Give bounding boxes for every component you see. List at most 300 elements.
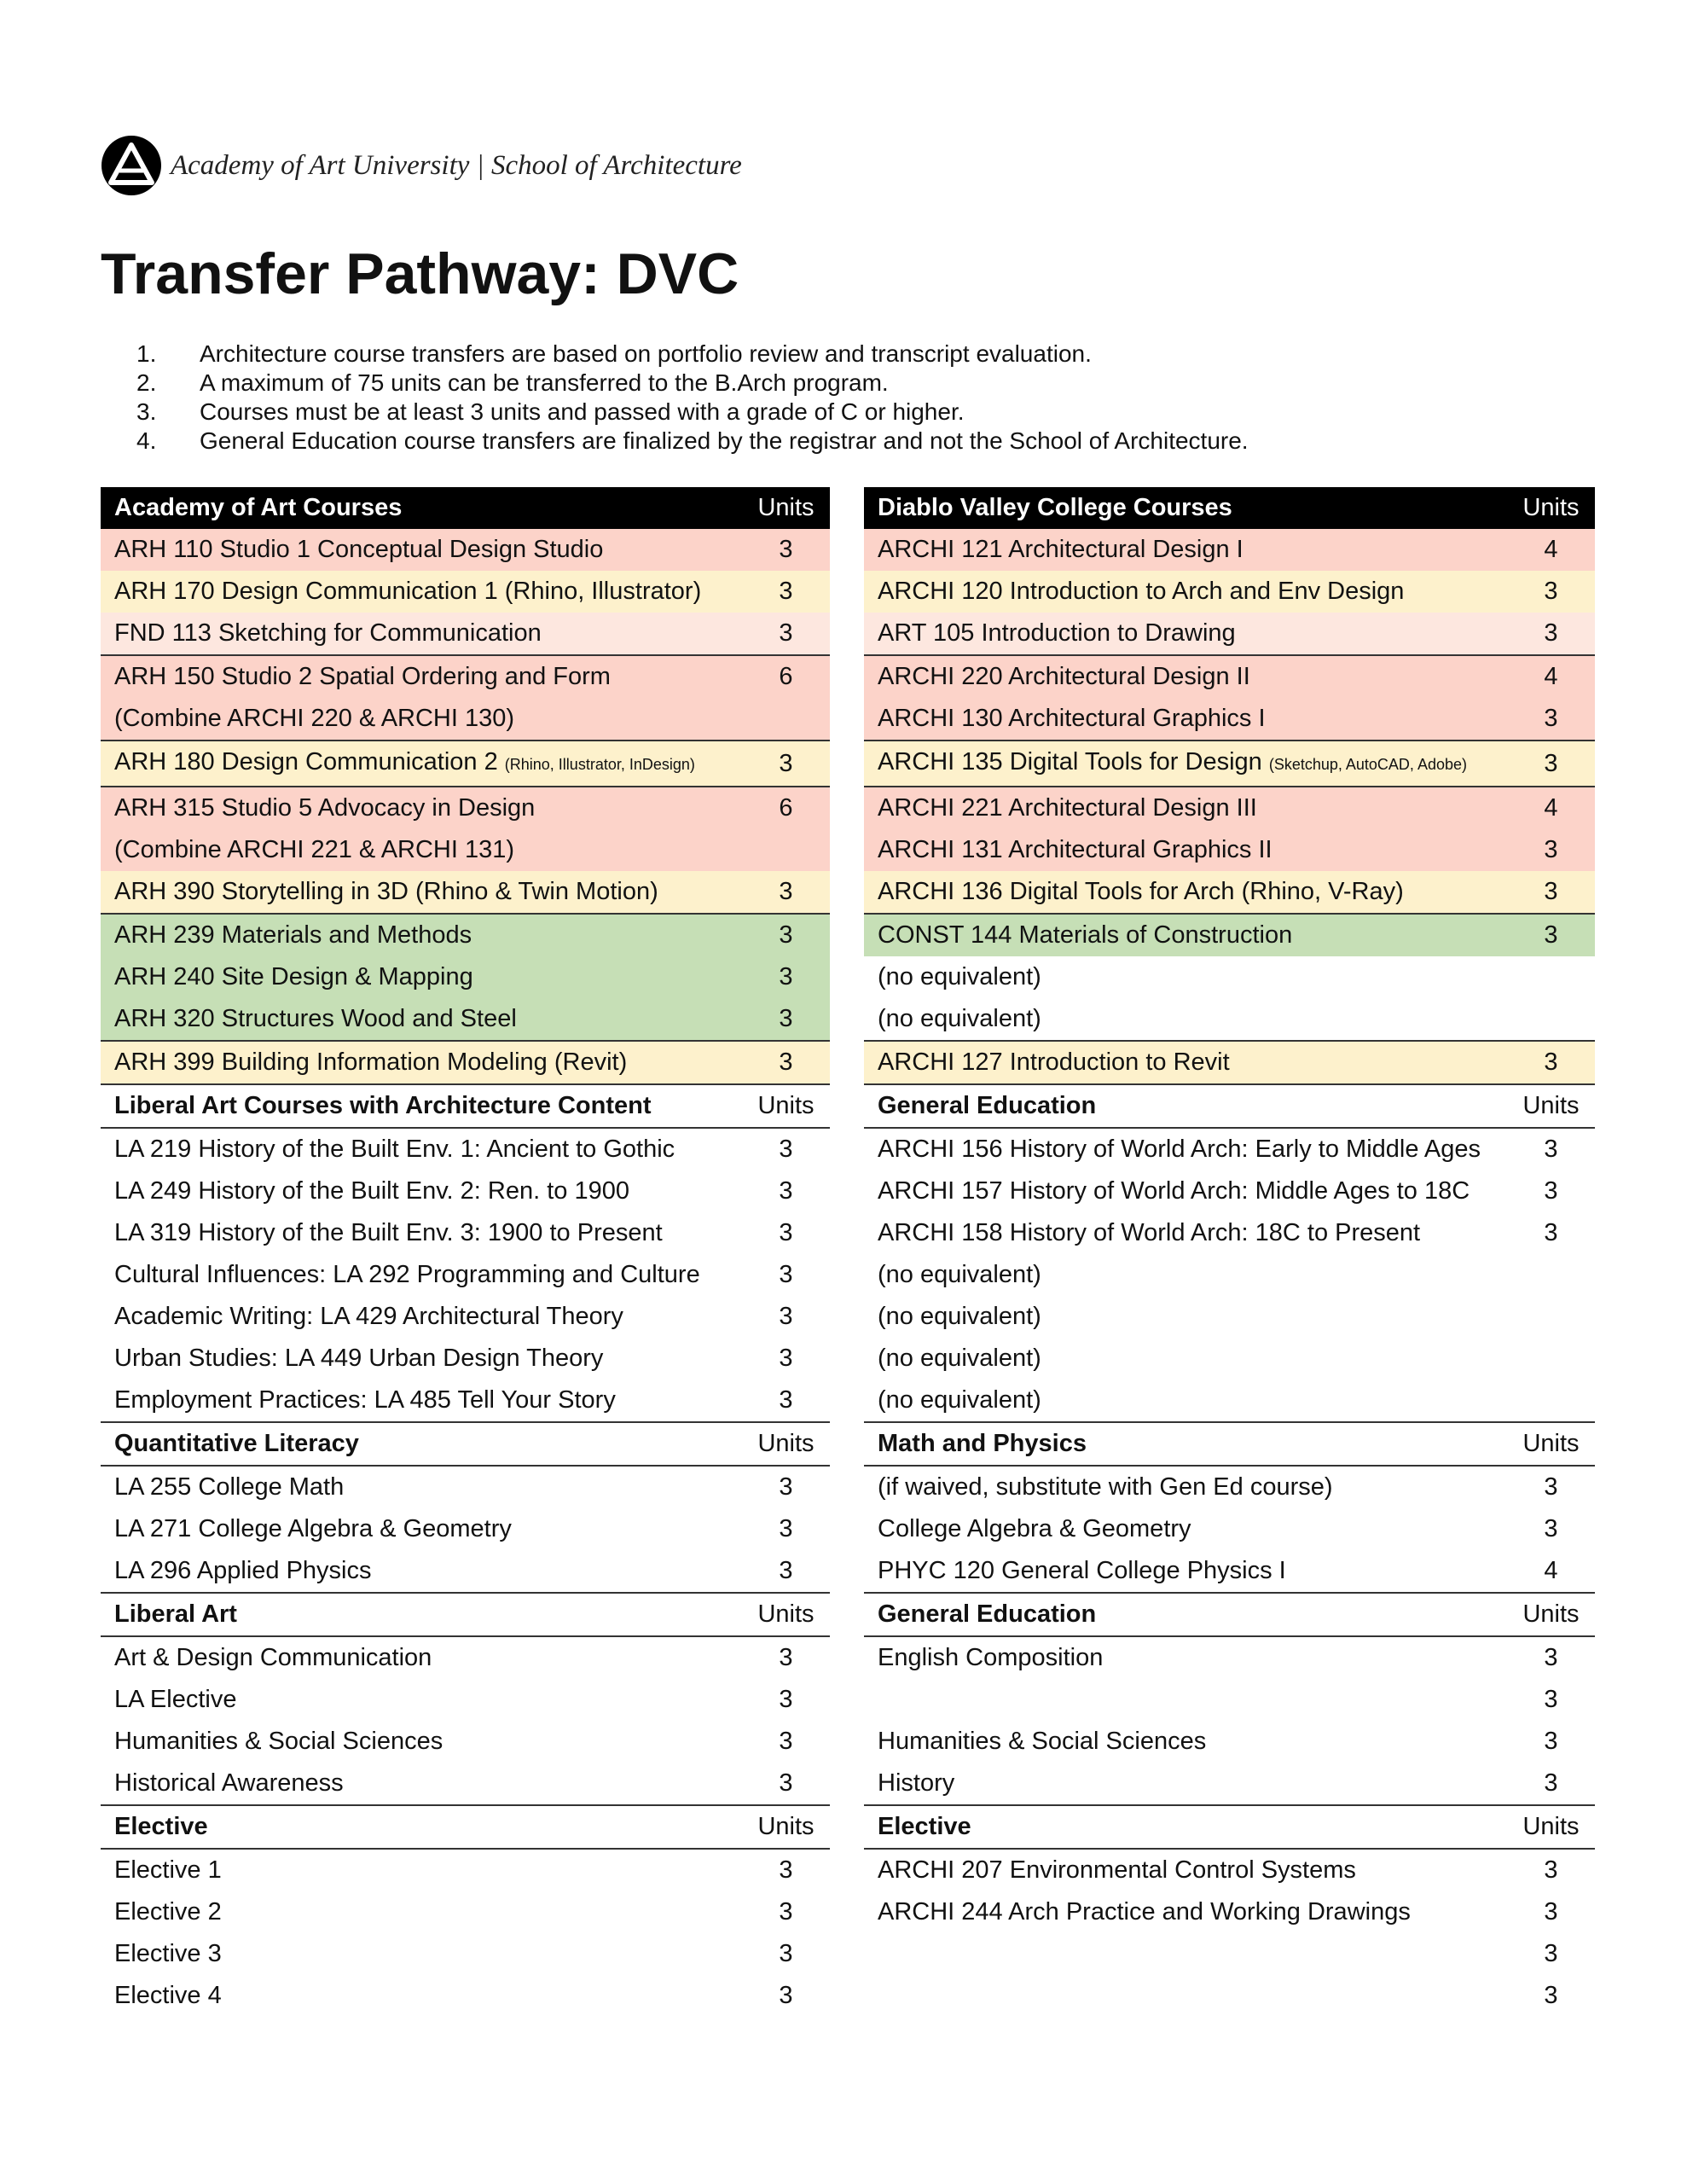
table-row bbox=[101, 529, 830, 571]
course-name: ARCHI 158 History of World Arch: 18C to Present bbox=[878, 1219, 1421, 1246]
course-name: LA 255 College Math bbox=[114, 1473, 345, 1501]
units-cell: 3 bbox=[779, 1473, 793, 1501]
course-name: ARH 320 Structures Wood and Steel bbox=[114, 1005, 517, 1032]
course-name-cell bbox=[101, 871, 742, 914]
course-name: (no equivalent) bbox=[878, 1386, 1041, 1414]
table-row bbox=[101, 1550, 830, 1593]
units-cell: 3 bbox=[779, 1515, 793, 1542]
course-name: Liberal Art Courses with Architecture Content bbox=[114, 1092, 652, 1119]
course-software-note: (Sketchup, AutoCAD, Adobe) bbox=[1268, 756, 1467, 773]
table-row bbox=[101, 829, 830, 871]
course-name: LA 271 College Algebra & Geometry bbox=[114, 1515, 512, 1542]
note-number: 1. bbox=[136, 340, 157, 367]
section-header-row bbox=[864, 1422, 1595, 1466]
course-name: ARCHI 131 Architectural Graphics II bbox=[878, 836, 1272, 863]
course-name-cell bbox=[864, 487, 1507, 529]
note-text: General Education course transfers are finalized by the registrar and not the School of Architecture. bbox=[200, 427, 1249, 454]
course-name: ARCHI 156 History of World Arch: Early to Middle Ages bbox=[878, 1136, 1481, 1163]
units-cell: 3 bbox=[779, 1345, 793, 1372]
table-row bbox=[101, 1380, 830, 1422]
notes-list bbox=[136, 340, 1249, 456]
course-name: ARH 150 Studio 2 Spatial Ordering and Form bbox=[114, 663, 611, 690]
course-name: (no equivalent) bbox=[878, 1005, 1041, 1032]
units-cell: Units bbox=[742, 1593, 830, 1636]
units-cell: 4 bbox=[1507, 529, 1595, 571]
course-name: ARCHI 136 Digital Tools for Arch (Rhino, V-Ray) bbox=[878, 878, 1404, 905]
academy-courses-table bbox=[101, 487, 830, 2017]
course-name-cell bbox=[101, 1805, 742, 1849]
course-name: (if waived, substitute with Gen Ed course) bbox=[878, 1473, 1333, 1501]
course-name-cell bbox=[101, 1170, 742, 1212]
table-row bbox=[101, 1466, 830, 1508]
course-name-cell bbox=[101, 1975, 742, 2017]
course-name: Elective bbox=[878, 1813, 971, 1840]
course-name: LA Elective bbox=[114, 1686, 237, 1713]
units-cell: 3 bbox=[779, 1177, 793, 1205]
table-row bbox=[101, 956, 830, 998]
table-row bbox=[101, 1128, 830, 1170]
course-name: ART 105 Introduction to Drawing bbox=[878, 619, 1236, 647]
table-row bbox=[864, 998, 1595, 1041]
course-name-cell bbox=[101, 1550, 742, 1593]
table-row bbox=[101, 1296, 830, 1338]
units-cell: 3 bbox=[742, 871, 830, 914]
course-name-cell bbox=[864, 956, 1507, 998]
units-cell: 3 bbox=[742, 741, 830, 787]
table-row bbox=[101, 1721, 830, 1763]
units-cell: 3 bbox=[779, 1136, 793, 1163]
units-cell: 3 bbox=[1507, 829, 1595, 871]
units-cell: Units bbox=[1507, 487, 1595, 529]
page-title: Transfer Pathway: DVC bbox=[101, 241, 739, 306]
table-row bbox=[864, 1380, 1595, 1422]
units-cell: 4 bbox=[1507, 787, 1595, 829]
course-name-cell bbox=[101, 829, 742, 871]
table-row bbox=[864, 871, 1595, 914]
course-name-cell bbox=[864, 1508, 1507, 1550]
units-cell: 3 bbox=[1507, 613, 1595, 655]
table-header-row bbox=[864, 487, 1595, 529]
table-row bbox=[864, 655, 1595, 698]
course-name-cell bbox=[864, 1891, 1507, 1933]
course-name: ARH 170 Design Communication 1 (Rhino, Illustrator) bbox=[114, 578, 702, 605]
course-software-note: (Rhino, Illustrator, InDesign) bbox=[504, 756, 695, 773]
units-cell: 3 bbox=[779, 1728, 793, 1755]
course-name: ARH 390 Storytelling in 3D (Rhino & Twin Motion) bbox=[114, 878, 658, 905]
course-name: General Education bbox=[878, 1600, 1097, 1628]
table-row bbox=[864, 1891, 1595, 1933]
table-row bbox=[101, 1891, 830, 1933]
units-cell bbox=[1507, 1380, 1595, 1422]
course-name-cell bbox=[101, 1891, 742, 1933]
units-cell: Units bbox=[1507, 1422, 1595, 1466]
course-name-cell bbox=[101, 1254, 742, 1296]
course-name: Elective 1 bbox=[114, 1856, 222, 1884]
course-name: Quantitative Literacy bbox=[114, 1430, 359, 1457]
course-name-cell bbox=[864, 829, 1507, 871]
course-name: PHYC 120 General College Physics I bbox=[878, 1557, 1286, 1584]
course-name-cell bbox=[864, 1636, 1507, 1679]
course-name-cell bbox=[864, 1849, 1507, 1891]
course-name-cell bbox=[101, 698, 742, 741]
course-name: Elective 2 bbox=[114, 1898, 222, 1926]
table-row bbox=[864, 741, 1595, 787]
units-cell: 3 bbox=[779, 1856, 793, 1884]
course-name-cell bbox=[864, 787, 1507, 829]
table-row bbox=[101, 1849, 830, 1891]
table-row bbox=[864, 1550, 1595, 1593]
units-cell: 3 bbox=[1544, 1856, 1558, 1884]
table-row bbox=[864, 1170, 1595, 1212]
course-name-cell bbox=[101, 1593, 742, 1636]
course-name: ARCHI 220 Architectural Design II bbox=[878, 663, 1250, 690]
units-cell: 3 bbox=[1507, 741, 1595, 787]
note-item bbox=[136, 369, 1249, 398]
course-name-cell bbox=[101, 529, 742, 571]
course-name-cell bbox=[864, 998, 1507, 1041]
course-name: Academic Writing: LA 429 Architectural Theory bbox=[114, 1303, 623, 1330]
course-name: Urban Studies: LA 449 Urban Design Theory bbox=[114, 1345, 604, 1372]
course-name: Employment Practices: LA 485 Tell Your Story bbox=[114, 1386, 616, 1414]
units-cell: Units bbox=[742, 1084, 830, 1128]
table-row bbox=[101, 571, 830, 613]
course-name-cell bbox=[864, 529, 1507, 571]
table-row bbox=[864, 787, 1595, 829]
table-row bbox=[864, 571, 1595, 613]
table-row bbox=[864, 698, 1595, 741]
units-cell: 3 bbox=[779, 1386, 793, 1414]
units-cell: 3 bbox=[1544, 1940, 1558, 1967]
course-name: Liberal Art bbox=[114, 1600, 237, 1628]
table-row bbox=[101, 698, 830, 741]
units-cell: Units bbox=[1507, 1084, 1595, 1128]
table-row bbox=[101, 1338, 830, 1380]
course-name-cell bbox=[864, 1593, 1507, 1636]
units-cell: 3 bbox=[1507, 871, 1595, 914]
table-row bbox=[101, 1975, 830, 2017]
units-cell: 3 bbox=[1544, 1769, 1558, 1797]
table-row bbox=[864, 1679, 1595, 1721]
course-name-cell bbox=[101, 1296, 742, 1338]
table-row bbox=[864, 1636, 1595, 1679]
section-header-row bbox=[101, 1593, 830, 1636]
units-cell bbox=[742, 829, 830, 871]
units-cell: 3 bbox=[1544, 1136, 1558, 1163]
units-cell bbox=[742, 698, 830, 741]
table-row bbox=[864, 529, 1595, 571]
units-cell: 3 bbox=[1544, 1473, 1558, 1501]
course-name: Cultural Influences: LA 292 Programming and Culture bbox=[114, 1261, 700, 1288]
academy-of-art-logo-icon bbox=[101, 135, 162, 196]
table-row bbox=[864, 1721, 1595, 1763]
course-name-cell bbox=[864, 1975, 1507, 2017]
course-name: Diablo Valley College Courses bbox=[878, 494, 1232, 521]
table-row bbox=[864, 613, 1595, 655]
table-row bbox=[101, 1763, 830, 1805]
course-name-cell bbox=[864, 741, 1507, 787]
course-name-cell bbox=[101, 1041, 742, 1084]
course-name-cell bbox=[864, 1380, 1507, 1422]
table-row bbox=[864, 1041, 1595, 1084]
units-cell: 3 bbox=[742, 613, 830, 655]
course-name-cell bbox=[101, 741, 742, 787]
course-name: ARH 240 Site Design & Mapping bbox=[114, 963, 473, 990]
course-name: Humanities & Social Sciences bbox=[878, 1728, 1207, 1755]
course-name-cell bbox=[864, 571, 1507, 613]
table-row bbox=[864, 1975, 1595, 2017]
note-number: 3. bbox=[136, 398, 157, 425]
course-name: ARH 315 Studio 5 Advocacy in Design bbox=[114, 794, 536, 822]
units-cell: 3 bbox=[779, 1303, 793, 1330]
units-cell: Units bbox=[1507, 1593, 1595, 1636]
units-cell: 3 bbox=[742, 998, 830, 1041]
table-row bbox=[864, 1508, 1595, 1550]
table-row bbox=[864, 1466, 1595, 1508]
note-text: Courses must be at least 3 units and passed with a grade of C or higher. bbox=[200, 398, 965, 425]
units-cell: 6 bbox=[742, 787, 830, 829]
course-name-cell bbox=[101, 1128, 742, 1170]
course-name: College Algebra & Geometry bbox=[878, 1515, 1191, 1542]
units-cell: 3 bbox=[742, 914, 830, 956]
table-row bbox=[864, 1849, 1595, 1891]
table-row bbox=[101, 741, 830, 787]
table-header-row bbox=[101, 487, 830, 529]
course-name: LA 296 Applied Physics bbox=[114, 1557, 372, 1584]
course-name: General Education bbox=[878, 1092, 1097, 1119]
course-name: LA 219 History of the Built Env. 1: Ancient to Gothic bbox=[114, 1136, 675, 1163]
units-cell: 3 bbox=[1544, 1177, 1558, 1205]
table-row bbox=[101, 1212, 830, 1254]
units-cell: 3 bbox=[1544, 1219, 1558, 1246]
units-cell: 3 bbox=[779, 1219, 793, 1246]
course-name-cell bbox=[101, 1721, 742, 1763]
course-name: (Combine ARCHI 221 & ARCHI 131) bbox=[114, 836, 515, 863]
course-name: ARH 180 Design Communication 2 bbox=[114, 748, 505, 775]
table-row bbox=[864, 1338, 1595, 1380]
course-name: LA 249 History of the Built Env. 2: Ren. to 1900 bbox=[114, 1177, 629, 1205]
course-name: Academy of Art Courses bbox=[114, 494, 403, 521]
course-name-cell bbox=[864, 1084, 1507, 1128]
course-name-cell bbox=[101, 787, 742, 829]
course-name-cell bbox=[101, 1466, 742, 1508]
section-header-row bbox=[864, 1805, 1595, 1849]
note-item bbox=[136, 398, 1249, 427]
course-name: Math and Physics bbox=[878, 1430, 1087, 1457]
course-name: (no equivalent) bbox=[878, 1303, 1041, 1330]
units-cell: 3 bbox=[779, 1940, 793, 1967]
course-name-cell bbox=[864, 1338, 1507, 1380]
course-name: History bbox=[878, 1769, 955, 1797]
course-name: ARH 110 Studio 1 Conceptual Design Studio bbox=[114, 536, 604, 563]
course-name-cell bbox=[101, 998, 742, 1041]
course-name: ARCHI 127 Introduction to Revit bbox=[878, 1048, 1230, 1076]
course-name-cell bbox=[864, 1212, 1507, 1254]
course-name-cell bbox=[101, 1508, 742, 1550]
dvc-courses-table bbox=[864, 487, 1595, 2017]
course-name-cell bbox=[101, 1933, 742, 1975]
units-cell: 3 bbox=[779, 1644, 793, 1671]
course-name: Elective bbox=[114, 1813, 208, 1840]
course-name-cell bbox=[864, 1721, 1507, 1763]
course-name: LA 319 History of the Built Env. 3: 1900 to Present bbox=[114, 1219, 663, 1246]
course-name: Historical Awareness bbox=[114, 1769, 344, 1797]
course-name: (Combine ARCHI 220 & ARCHI 130) bbox=[114, 705, 515, 732]
course-name: CONST 144 Materials of Construction bbox=[878, 921, 1293, 949]
course-name-cell bbox=[101, 613, 742, 655]
course-name-cell bbox=[101, 956, 742, 998]
course-name: ARCHI 244 Arch Practice and Working Drawings bbox=[878, 1898, 1411, 1926]
table-row bbox=[101, 1041, 830, 1084]
table-row bbox=[864, 1212, 1595, 1254]
course-name-cell bbox=[864, 1254, 1507, 1296]
table-row bbox=[864, 914, 1595, 956]
units-cell: 3 bbox=[1507, 914, 1595, 956]
table-row bbox=[101, 1508, 830, 1550]
course-name-cell bbox=[864, 1763, 1507, 1805]
units-cell: Units bbox=[742, 1805, 830, 1849]
section-header-row bbox=[101, 1084, 830, 1128]
course-name-cell bbox=[101, 1380, 742, 1422]
course-name-cell bbox=[101, 914, 742, 956]
course-name-cell bbox=[864, 655, 1507, 698]
table-row bbox=[101, 1679, 830, 1721]
units-cell: 3 bbox=[742, 956, 830, 998]
units-cell: 3 bbox=[779, 1982, 793, 2009]
units-cell: 3 bbox=[779, 1686, 793, 1713]
units-cell: 3 bbox=[1507, 571, 1595, 613]
note-number: 4. bbox=[136, 427, 157, 454]
table-row bbox=[101, 998, 830, 1041]
table-row bbox=[101, 613, 830, 655]
units-cell: 3 bbox=[1507, 698, 1595, 741]
units-cell: 3 bbox=[742, 571, 830, 613]
course-name-cell bbox=[864, 698, 1507, 741]
table-row bbox=[864, 1296, 1595, 1338]
table-row bbox=[864, 1763, 1595, 1805]
units-cell: 3 bbox=[1544, 1898, 1558, 1926]
units-cell: 3 bbox=[1544, 1515, 1558, 1542]
course-name-cell bbox=[101, 1636, 742, 1679]
page-header bbox=[101, 135, 742, 196]
course-name-cell bbox=[864, 1422, 1507, 1466]
section-header-row bbox=[864, 1084, 1595, 1128]
units-cell: 3 bbox=[779, 1557, 793, 1584]
units-cell: 4 bbox=[1507, 655, 1595, 698]
units-cell: 4 bbox=[1544, 1557, 1558, 1584]
course-name-cell bbox=[101, 1422, 742, 1466]
course-name-cell bbox=[864, 613, 1507, 655]
organization-name: Academy of Art University | School of Architecture bbox=[171, 149, 742, 181]
course-name: Humanities & Social Sciences bbox=[114, 1728, 443, 1755]
note-text: Architecture course transfers are based on portfolio review and transcript evaluation. bbox=[200, 340, 1092, 367]
course-name-cell bbox=[864, 1550, 1507, 1593]
course-name-cell bbox=[101, 1679, 742, 1721]
course-name-cell bbox=[864, 1679, 1507, 1721]
section-header-row bbox=[864, 1593, 1595, 1636]
table-row bbox=[864, 829, 1595, 871]
table-row bbox=[101, 1933, 830, 1975]
course-name: Art & Design Communication bbox=[114, 1644, 432, 1671]
course-name-cell bbox=[864, 1041, 1507, 1084]
course-name-cell bbox=[101, 571, 742, 613]
course-name: ARCHI 157 History of World Arch: Middle Ages to 18C bbox=[878, 1177, 1470, 1205]
course-name: English Composition bbox=[878, 1644, 1104, 1671]
course-name-cell bbox=[864, 1933, 1507, 1975]
course-name-cell bbox=[101, 1338, 742, 1380]
units-cell: Units bbox=[742, 487, 830, 529]
note-item bbox=[136, 340, 1249, 369]
table-row bbox=[101, 1254, 830, 1296]
units-cell: 3 bbox=[1507, 1041, 1595, 1084]
course-name: ARCHI 130 Architectural Graphics I bbox=[878, 705, 1266, 732]
course-name: (no equivalent) bbox=[878, 1261, 1041, 1288]
units-cell: 6 bbox=[742, 655, 830, 698]
table-row bbox=[864, 1254, 1595, 1296]
course-name-cell bbox=[101, 1084, 742, 1128]
units-cell: 3 bbox=[1544, 1728, 1558, 1755]
course-name: ARH 399 Building Information Modeling (Revit) bbox=[114, 1048, 628, 1076]
units-cell: 3 bbox=[779, 1769, 793, 1797]
units-cell: 3 bbox=[742, 529, 830, 571]
units-cell: 3 bbox=[779, 1898, 793, 1926]
units-cell: 3 bbox=[1544, 1686, 1558, 1713]
course-name: ARCHI 121 Architectural Design I bbox=[878, 536, 1244, 563]
course-name: ARCHI 120 Introduction to Arch and Env Design bbox=[878, 578, 1405, 605]
course-name-cell bbox=[101, 487, 742, 529]
units-cell: 3 bbox=[1544, 1644, 1558, 1671]
course-name: (no equivalent) bbox=[878, 963, 1041, 990]
units-cell bbox=[1507, 1338, 1595, 1380]
table-row bbox=[101, 1170, 830, 1212]
course-name-cell bbox=[101, 1849, 742, 1891]
course-name-cell bbox=[101, 1763, 742, 1805]
units-cell bbox=[1507, 1254, 1595, 1296]
table-row bbox=[864, 1128, 1595, 1170]
note-number: 2. bbox=[136, 369, 157, 396]
table-row bbox=[101, 914, 830, 956]
section-header-row bbox=[101, 1805, 830, 1849]
course-name: ARH 239 Materials and Methods bbox=[114, 921, 472, 949]
course-name-cell bbox=[864, 914, 1507, 956]
section-header-row bbox=[101, 1422, 830, 1466]
course-name: ARCHI 207 Environmental Control Systems bbox=[878, 1856, 1356, 1884]
table-row bbox=[101, 1636, 830, 1679]
units-cell: Units bbox=[742, 1422, 830, 1466]
course-name-cell bbox=[864, 1805, 1507, 1849]
course-name: ARCHI 135 Digital Tools for Design bbox=[878, 748, 1269, 775]
units-cell: 3 bbox=[742, 1041, 830, 1084]
course-name-cell bbox=[101, 1212, 742, 1254]
units-cell: 3 bbox=[1544, 1982, 1558, 2009]
units-cell: 3 bbox=[779, 1261, 793, 1288]
course-name-cell bbox=[864, 1128, 1507, 1170]
table-row bbox=[864, 956, 1595, 998]
units-cell bbox=[1507, 956, 1595, 998]
units-cell bbox=[1507, 1296, 1595, 1338]
course-name: Elective 4 bbox=[114, 1982, 222, 2009]
course-name-cell bbox=[864, 1170, 1507, 1212]
course-name-cell bbox=[101, 655, 742, 698]
table-row bbox=[101, 655, 830, 698]
table-row bbox=[101, 787, 830, 829]
table-row bbox=[101, 871, 830, 914]
table-row bbox=[864, 1933, 1595, 1975]
note-text: A maximum of 75 units can be transferred to the B.Arch program. bbox=[200, 369, 889, 396]
course-name: (no equivalent) bbox=[878, 1345, 1041, 1372]
course-name-cell bbox=[864, 871, 1507, 914]
course-name: ARCHI 221 Architectural Design III bbox=[878, 794, 1257, 822]
course-name-cell bbox=[864, 1466, 1507, 1508]
